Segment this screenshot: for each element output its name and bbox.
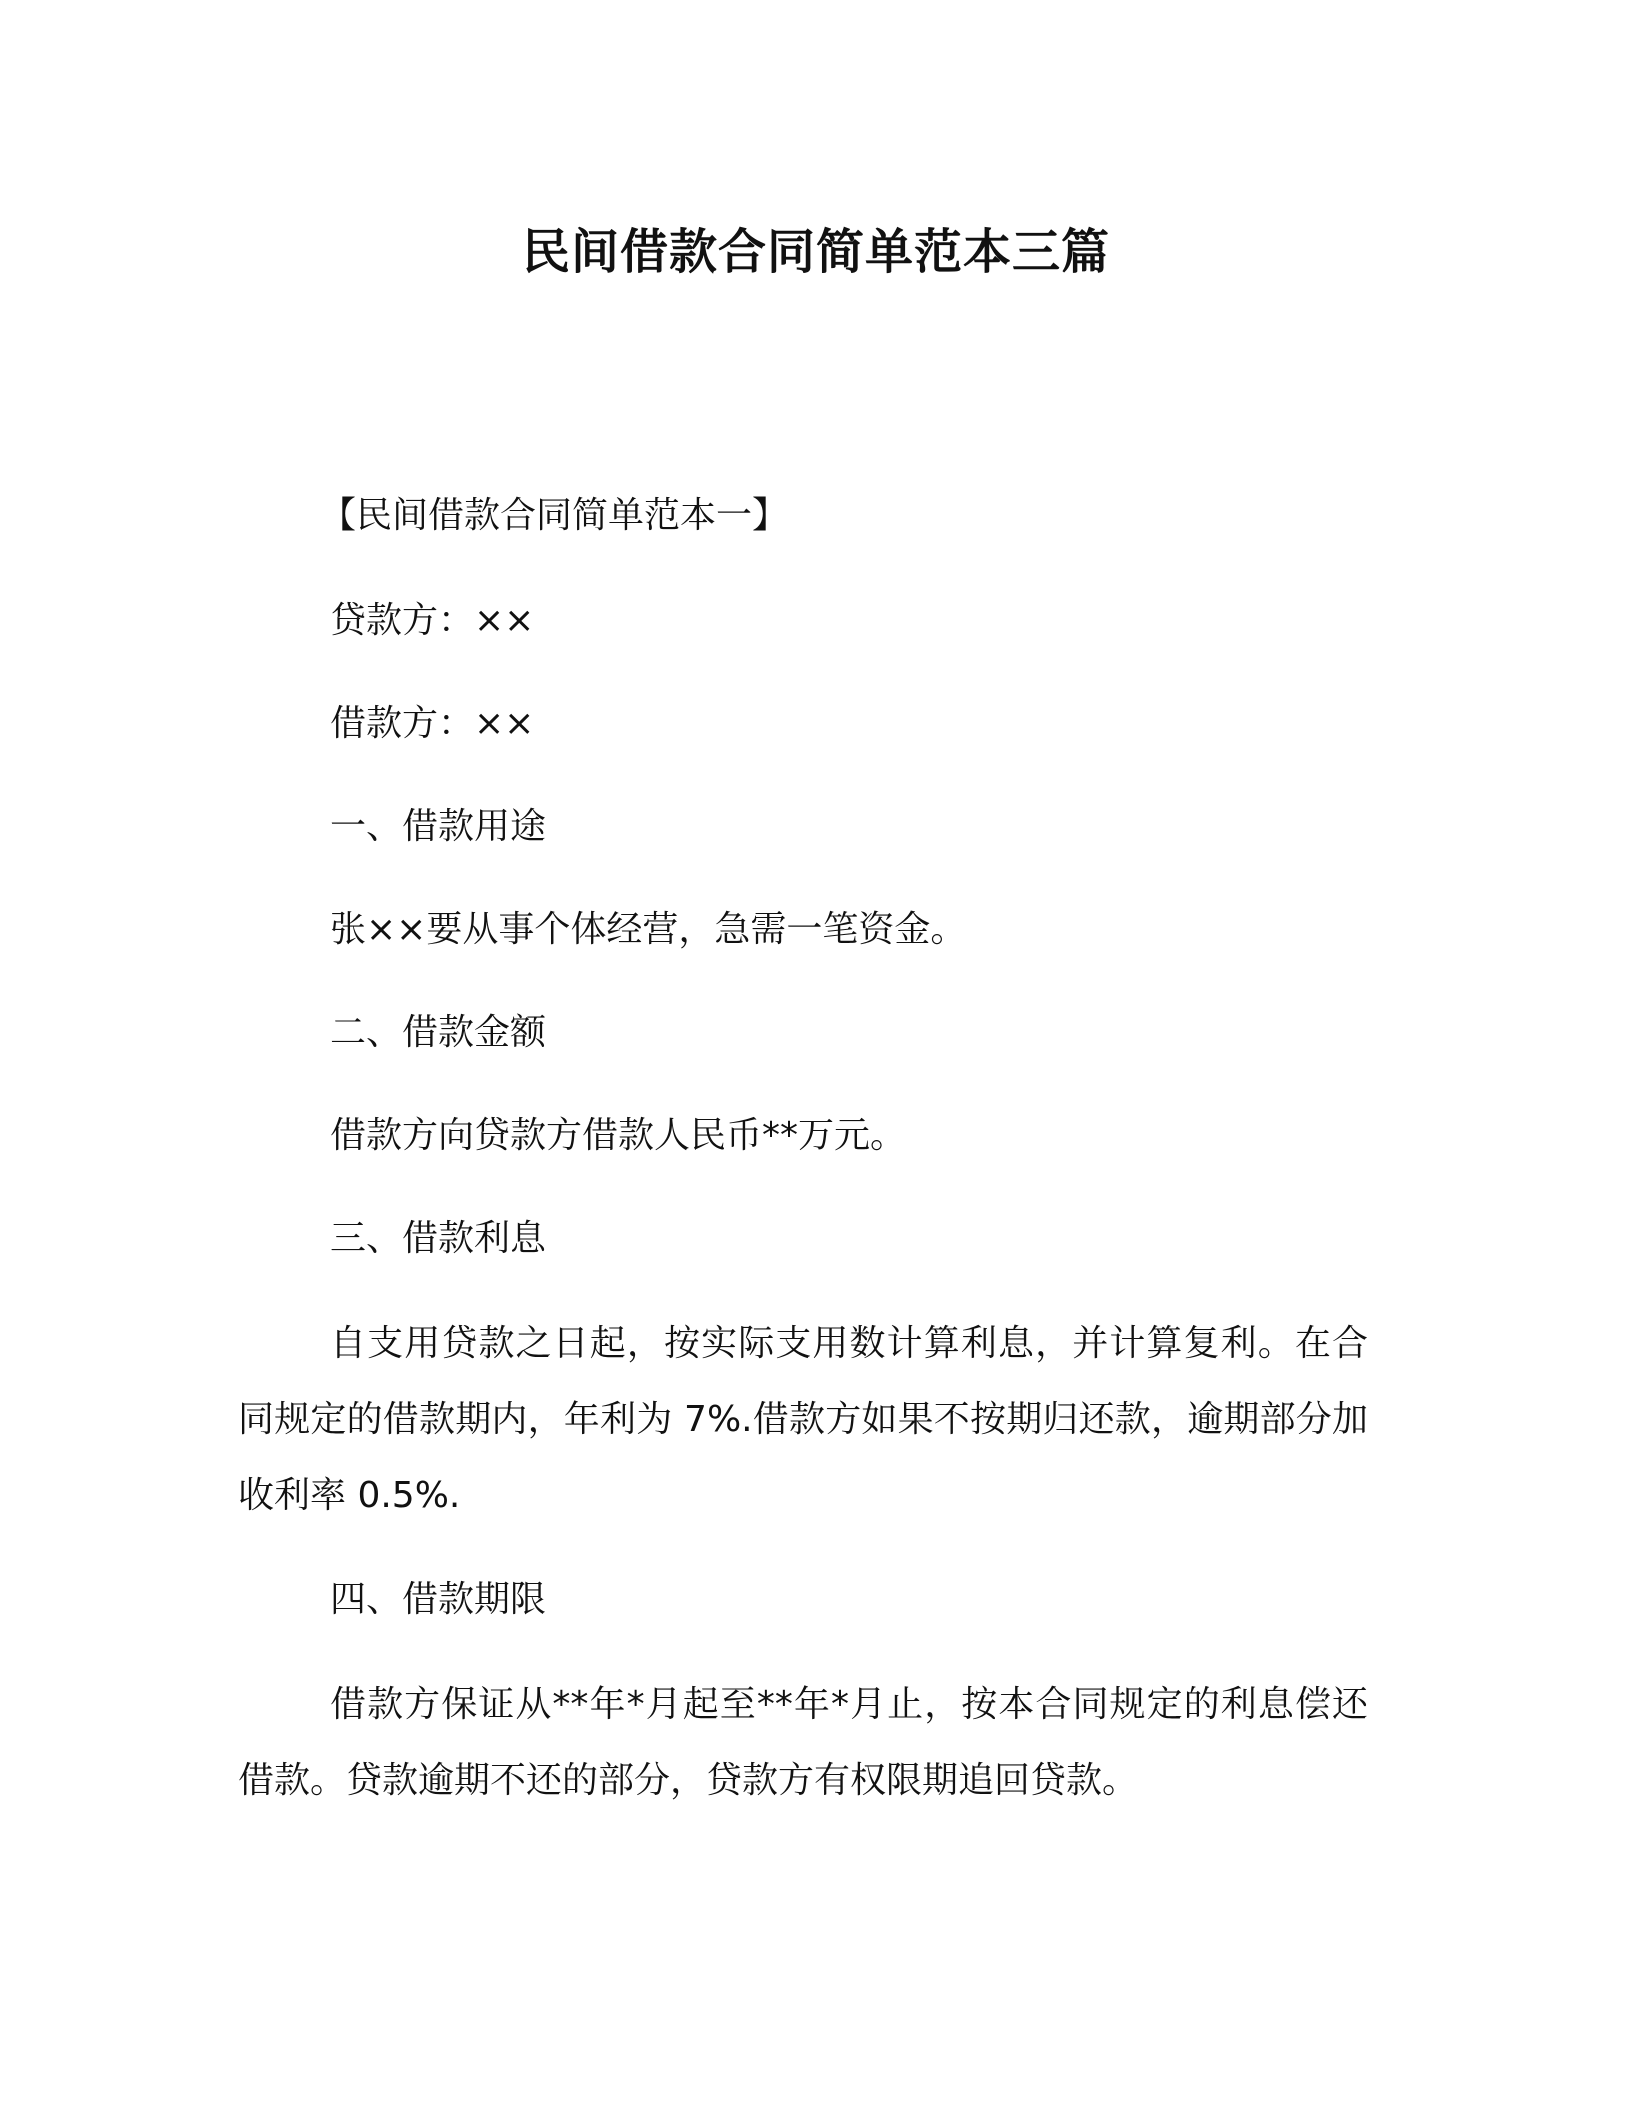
clause4-paragraph: 借款方保证从**年*月起至**年*月止，按本合同规定的利息偿还借款。贷款逾期不还的部分，贷款方有权限期追回贷款。: [238, 1684, 1368, 1801]
lender-line: 贷款方：××: [330, 600, 535, 641]
document-title: 民间借款合同简单范本三篇: [521, 224, 1110, 280]
borrower-line: 借款方：××: [330, 703, 535, 744]
clause3-heading: 三、借款利息: [330, 1218, 547, 1259]
clause1-heading: 一、借款用途: [330, 806, 547, 847]
section-heading: 【民间借款合同简单范本一】: [320, 495, 789, 536]
clause4-heading: 四、借款期限: [330, 1579, 547, 1620]
clause3-paragraph: 自支用贷款之日起，按实际支用数计算利息，并计算复利。在合同规定的借款期内，年利为 7%.借款方如果不按期归还款，逾期部分加收利率 0.5%.: [238, 1323, 1368, 1516]
clause2-heading: 二、借款金额: [330, 1012, 547, 1053]
clause1-text: 张××要从事个体经营，急需一笔资金。: [330, 909, 967, 950]
clause2-text: 借款方向贷款方借款人民币**万元。: [330, 1115, 907, 1156]
